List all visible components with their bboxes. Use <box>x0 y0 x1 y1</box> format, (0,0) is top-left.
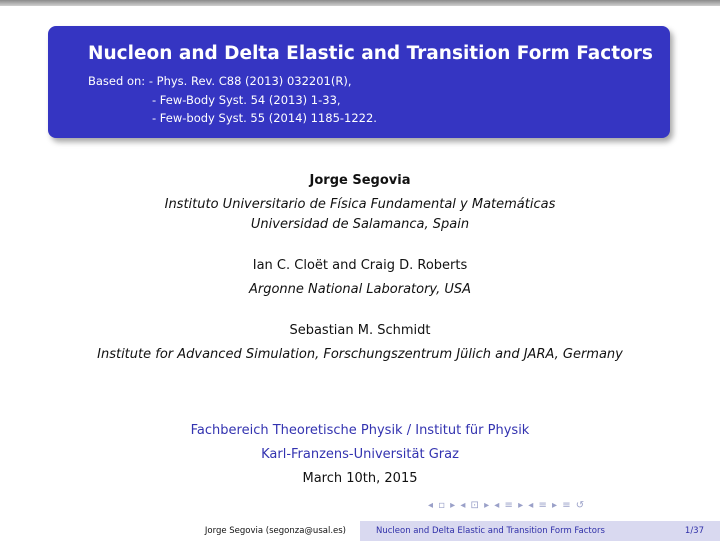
footer-title-area <box>360 521 720 541</box>
author-name-3: Sebastian M. Schmidt <box>289 323 431 338</box>
reference-line-3: - Few-body Syst. 55 (2014) 1185-1222. <box>152 111 377 125</box>
venue-line-2: Karl-Franzens-Universität Graz <box>261 447 459 462</box>
author-affiliation-1b: Universidad de Salamanca, Spain <box>250 217 470 232</box>
author-name-2: Ian C. Cloët and Craig D. Roberts <box>252 258 468 273</box>
reference-line-1: Based on: - Phys. Rev. C88 (2013) 032201(R), <box>88 74 352 88</box>
author-affiliation-1a: Instituto Universitario de Física Fundamental y Matemáticas <box>164 197 556 212</box>
author-name-1: Jorge Segovia <box>309 173 411 188</box>
beamer-navigation-icons[interactable]: ◂ ▫ ▸ ◂ ⊡ ▸ ◂ ≡ ▸ ◂ ≡ ▸ ≡ ↺ <box>428 500 586 511</box>
title-block <box>48 26 670 138</box>
presentation-date: March 10th, 2015 <box>302 471 418 486</box>
footer-short-title: Nucleon and Delta Elastic and Transition Form Factors <box>376 526 605 536</box>
slide-title: Nucleon and Delta Elastic and Transition Form Factors <box>88 43 653 64</box>
reference-line-2: - Few-Body Syst. 54 (2013) 1-33, <box>152 92 341 107</box>
footer-page-number: 1/37 <box>684 526 704 536</box>
references-block <box>88 72 377 128</box>
venue-line-1: Fachbereich Theoretische Physik / Institut für Physik <box>190 423 530 438</box>
top-bar <box>0 0 720 6</box>
footer-bar <box>0 521 720 541</box>
author-affiliation-3: Institute for Advanced Simulation, Forschungszentrum Jülich and JARA, Germany <box>97 347 623 362</box>
based-on-label: Based on: <box>88 74 146 88</box>
author-affiliation-2: Argonne National Laboratory, USA <box>248 282 472 297</box>
footer-author: Jorge Segovia (segonza@usal.es) <box>0 521 360 541</box>
